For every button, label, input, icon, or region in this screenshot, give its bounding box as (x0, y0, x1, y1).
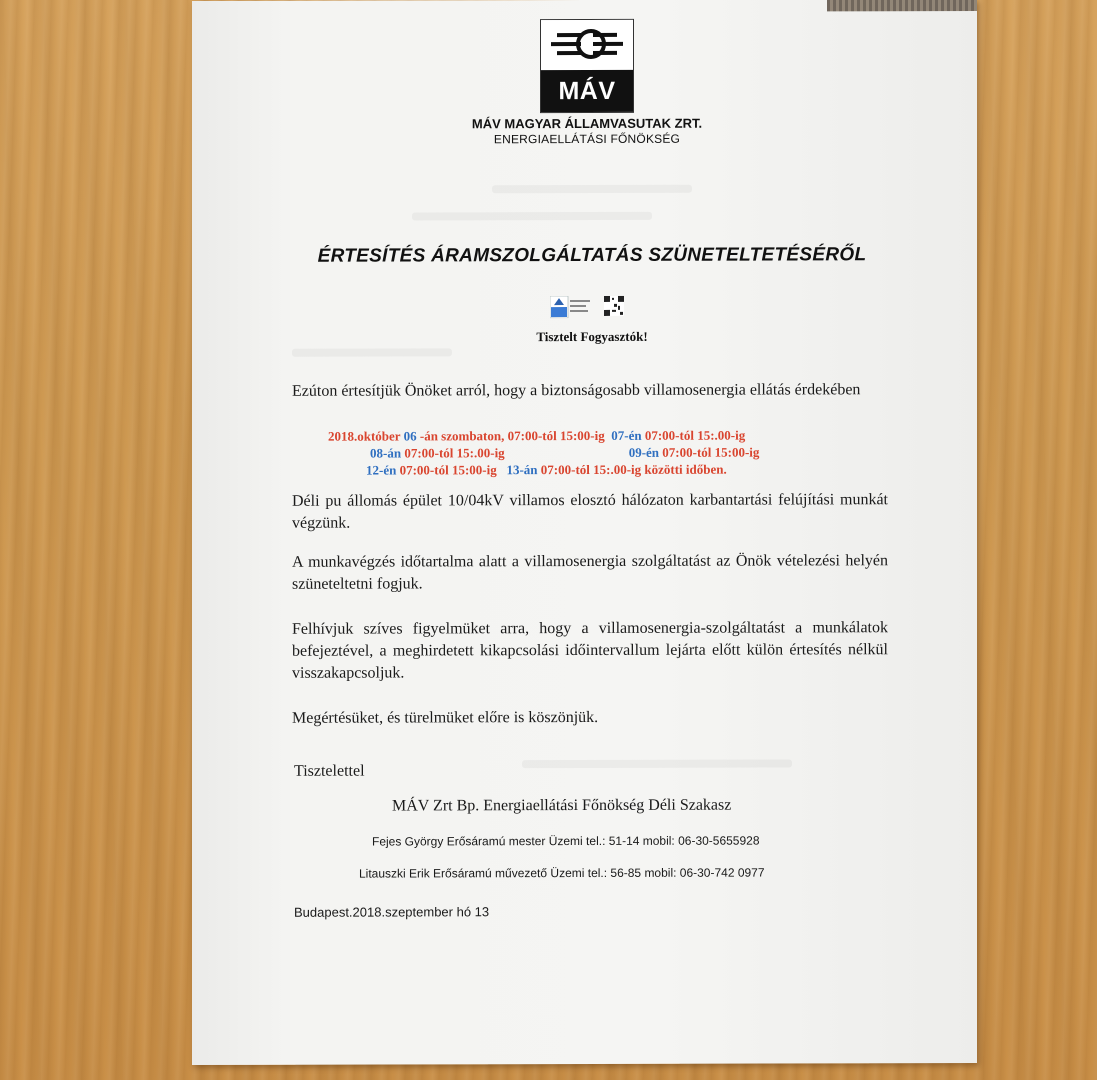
schedule-line-1: 2018.október 06 -án szombaton, 07:00-tól 15:00-ig 07-én 07:00-tól 15:.00-ig (328, 427, 746, 444)
contact-line-2: Litauszki Erik Erősáramú művezető Üzemi tel.: 56-85 mobil: 06-30-742 0977 (359, 865, 765, 881)
notice-paper (192, 0, 977, 1065)
department-name: ENERGIAELLÁTÁSI FŐNÖKSÉG (493, 131, 681, 147)
notice-title: ÉRTESÍTÉS ÁRAMSZOLGÁLTATÁS SZÜNETELTETÉSÉRŐL (317, 244, 867, 267)
intro-paragraph: Ezúton értesítjük Önöket arról, hogy a biztonságosabb villamosenergia ellátás érdekében (292, 381, 861, 400)
binder-edge (827, 0, 977, 11)
company-name: MÁV MAGYAR ÁLLAMVASUTAK ZRT. (471, 115, 703, 132)
contact-line-1: Fejes György Erősáramú mester Üzemi tel.: 51-14 mobil: 06-30-5655928 (372, 833, 760, 849)
closing: Tisztelettel (294, 762, 365, 780)
date-line: Budapest.2018.szeptember hó 13 (294, 904, 490, 920)
greeting: Tisztelt Fogyasztók! (536, 328, 648, 345)
qr-code-icon (604, 296, 624, 316)
schedule-line-2: 08-án 07:00-tól 15:.00-ig 09-én 07:00-tól 15:00-ig (370, 444, 760, 461)
paragraph-interruption: A munkavégzés időtartalma alatt a villamosenergia szolgáltatást az Önök vételezési helyén szüneteltetni fogjuk. (292, 552, 888, 593)
signature: MÁV Zrt Bp. Energiaellátási Főnökség Déli Szakasz (392, 796, 732, 815)
paragraph-work: Déli pu állomás épület 10/04kV villamos elosztó hálózaton karbantartási felújítási munkát végzünk. (292, 491, 888, 532)
paragraph-thanks: Megértésüket, és türelmüket előre is köszönjük. (292, 708, 599, 727)
show-through-mark (522, 759, 792, 768)
mav-logo-icon (540, 19, 634, 113)
logo-text: MÁV (558, 76, 616, 105)
show-through-mark (492, 185, 692, 194)
show-through-mark (412, 212, 652, 221)
schedule-line-3: 12-én 07:00-tól 15:00-ig 13-án 07:00-tól 15:.00-ig közötti időben. (366, 461, 727, 478)
show-through-mark (292, 348, 452, 356)
paragraph-reconnect: Felhívjuk szíves figyelmüket arra, hogy a villamosenergia-szolgáltatást a munkálatok befejeztével, a meghirdetett kikapcsolási időintervallum lejárta előtt külön értesítés nélkül visszakapcsoljuk. (292, 619, 888, 682)
